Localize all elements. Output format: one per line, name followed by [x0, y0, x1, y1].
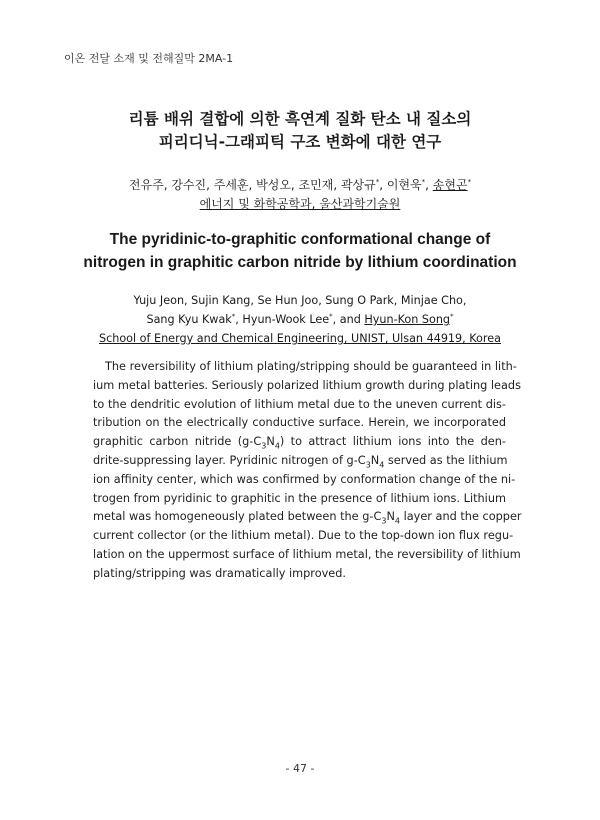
subscript: 3	[365, 460, 371, 470]
english-title	[0, 228, 600, 274]
abstract-text: N	[370, 453, 380, 467]
abstract-text: layer and the copper	[400, 510, 522, 524]
korean-authors	[0, 176, 600, 214]
page-number: - 47 -	[285, 762, 315, 775]
korean-title-line-2: 피리디닉-그래피틱 구조 변화에 대한 연구	[158, 133, 442, 151]
korean-title	[0, 108, 600, 154]
abstract-text: metal was homogeneously plated between the g-C	[93, 510, 382, 524]
abstract-text: N	[386, 510, 395, 524]
subscript: 4	[379, 460, 385, 470]
korean-author-names: 전유주, 강수진, 주세훈, 박성오, 조민재, 곽상규	[128, 178, 376, 192]
abstract-text: ) to attract lithium ions into the den-	[279, 435, 506, 449]
corresponding-mark: *	[421, 178, 426, 186]
abstract-text: graphitic carbon nitride (g-C	[93, 435, 262, 449]
subscript: 3	[381, 516, 387, 526]
english-authors	[0, 291, 600, 348]
abstract-line	[93, 452, 506, 471]
korean-affiliation: 에너지 및 화학공학과, 울산과학기술원	[199, 197, 401, 211]
korean-title-line-1: 리튬 배위 결합에 의한 흑연계 질화 탄소 내 질소의	[128, 110, 472, 128]
english-title-line-1: The pyridinic-to-graphitic conformational change of	[109, 231, 491, 248]
abstract-line: ium metal batteries. Seriously polarized lithium growth during plating leads	[93, 378, 521, 392]
english-author-name: Sang Kyu Kwak	[146, 313, 232, 326]
english-author-line-2	[0, 310, 600, 329]
abstract-line: trogen from pyridinic to graphitic in the presence of lithium ions. Lithium	[93, 491, 506, 505]
english-author-line-1: Yuju Jeon, Sujin Kang, Se Hun Joo, Sung O Park, Minjae Cho,	[133, 294, 467, 307]
corresponding-mark: *	[467, 178, 472, 186]
abstract-line: lation on the uppermost surface of lithium metal, the reversibility of lithium	[93, 547, 521, 561]
corresponding-mark: *	[375, 178, 380, 186]
korean-author-names: , 이현욱	[379, 178, 422, 192]
corresponding-mark: *	[231, 312, 236, 321]
english-presenting-author: Hyun-Kon Song	[364, 313, 451, 326]
abstract-line	[93, 433, 506, 452]
session-header: 이온 전달 소재 및 전해질막 2MA-1	[64, 52, 234, 65]
subscript: 4	[394, 516, 400, 526]
korean-author-separator: ,	[425, 178, 433, 192]
korean-author-list	[0, 176, 600, 195]
abstract-line: tribution on the electrically conductive surface. Herein, we incorporated	[93, 416, 506, 430]
abstract-text: drite-suppressing layer. Pyridinic nitrogen of g-C	[93, 453, 366, 467]
korean-presenting-author: 송현곤	[432, 178, 468, 192]
corresponding-mark: *	[329, 312, 333, 321]
english-author-separator: , and	[332, 313, 365, 326]
abstract-line: plating/stripping was dramatically improved.	[93, 566, 347, 580]
abstract-line: The reversibility of lithium plating/stripping should be guaranteed in lith-	[105, 360, 517, 373]
abstract-line	[93, 508, 522, 527]
subscript: 4	[274, 441, 280, 451]
corresponding-mark: *	[450, 312, 454, 321]
abstract-line: to the dendritic evolution of lithium metal due to the uneven current dis-	[93, 397, 506, 411]
english-title-line-2: nitrogen in graphitic carbon nitride by lithium coordination	[83, 254, 517, 271]
abstract-line: ion affinity center, which was confirmed by conformation change of the ni-	[93, 472, 516, 486]
english-author-name: , Hyun-Wook Lee	[235, 313, 330, 326]
abstract-line: current collector (or the lithium metal). Due to the top-down ion flux regu-	[93, 529, 514, 543]
abstract-body	[93, 358, 522, 584]
abstract-text: served as the lithium	[384, 453, 508, 467]
subscript: 3	[261, 441, 267, 451]
english-affiliation: School of Energy and Chemical Engineering, UNIST, Ulsan 44919, Korea	[98, 332, 501, 345]
abstract-text: N	[266, 435, 275, 449]
